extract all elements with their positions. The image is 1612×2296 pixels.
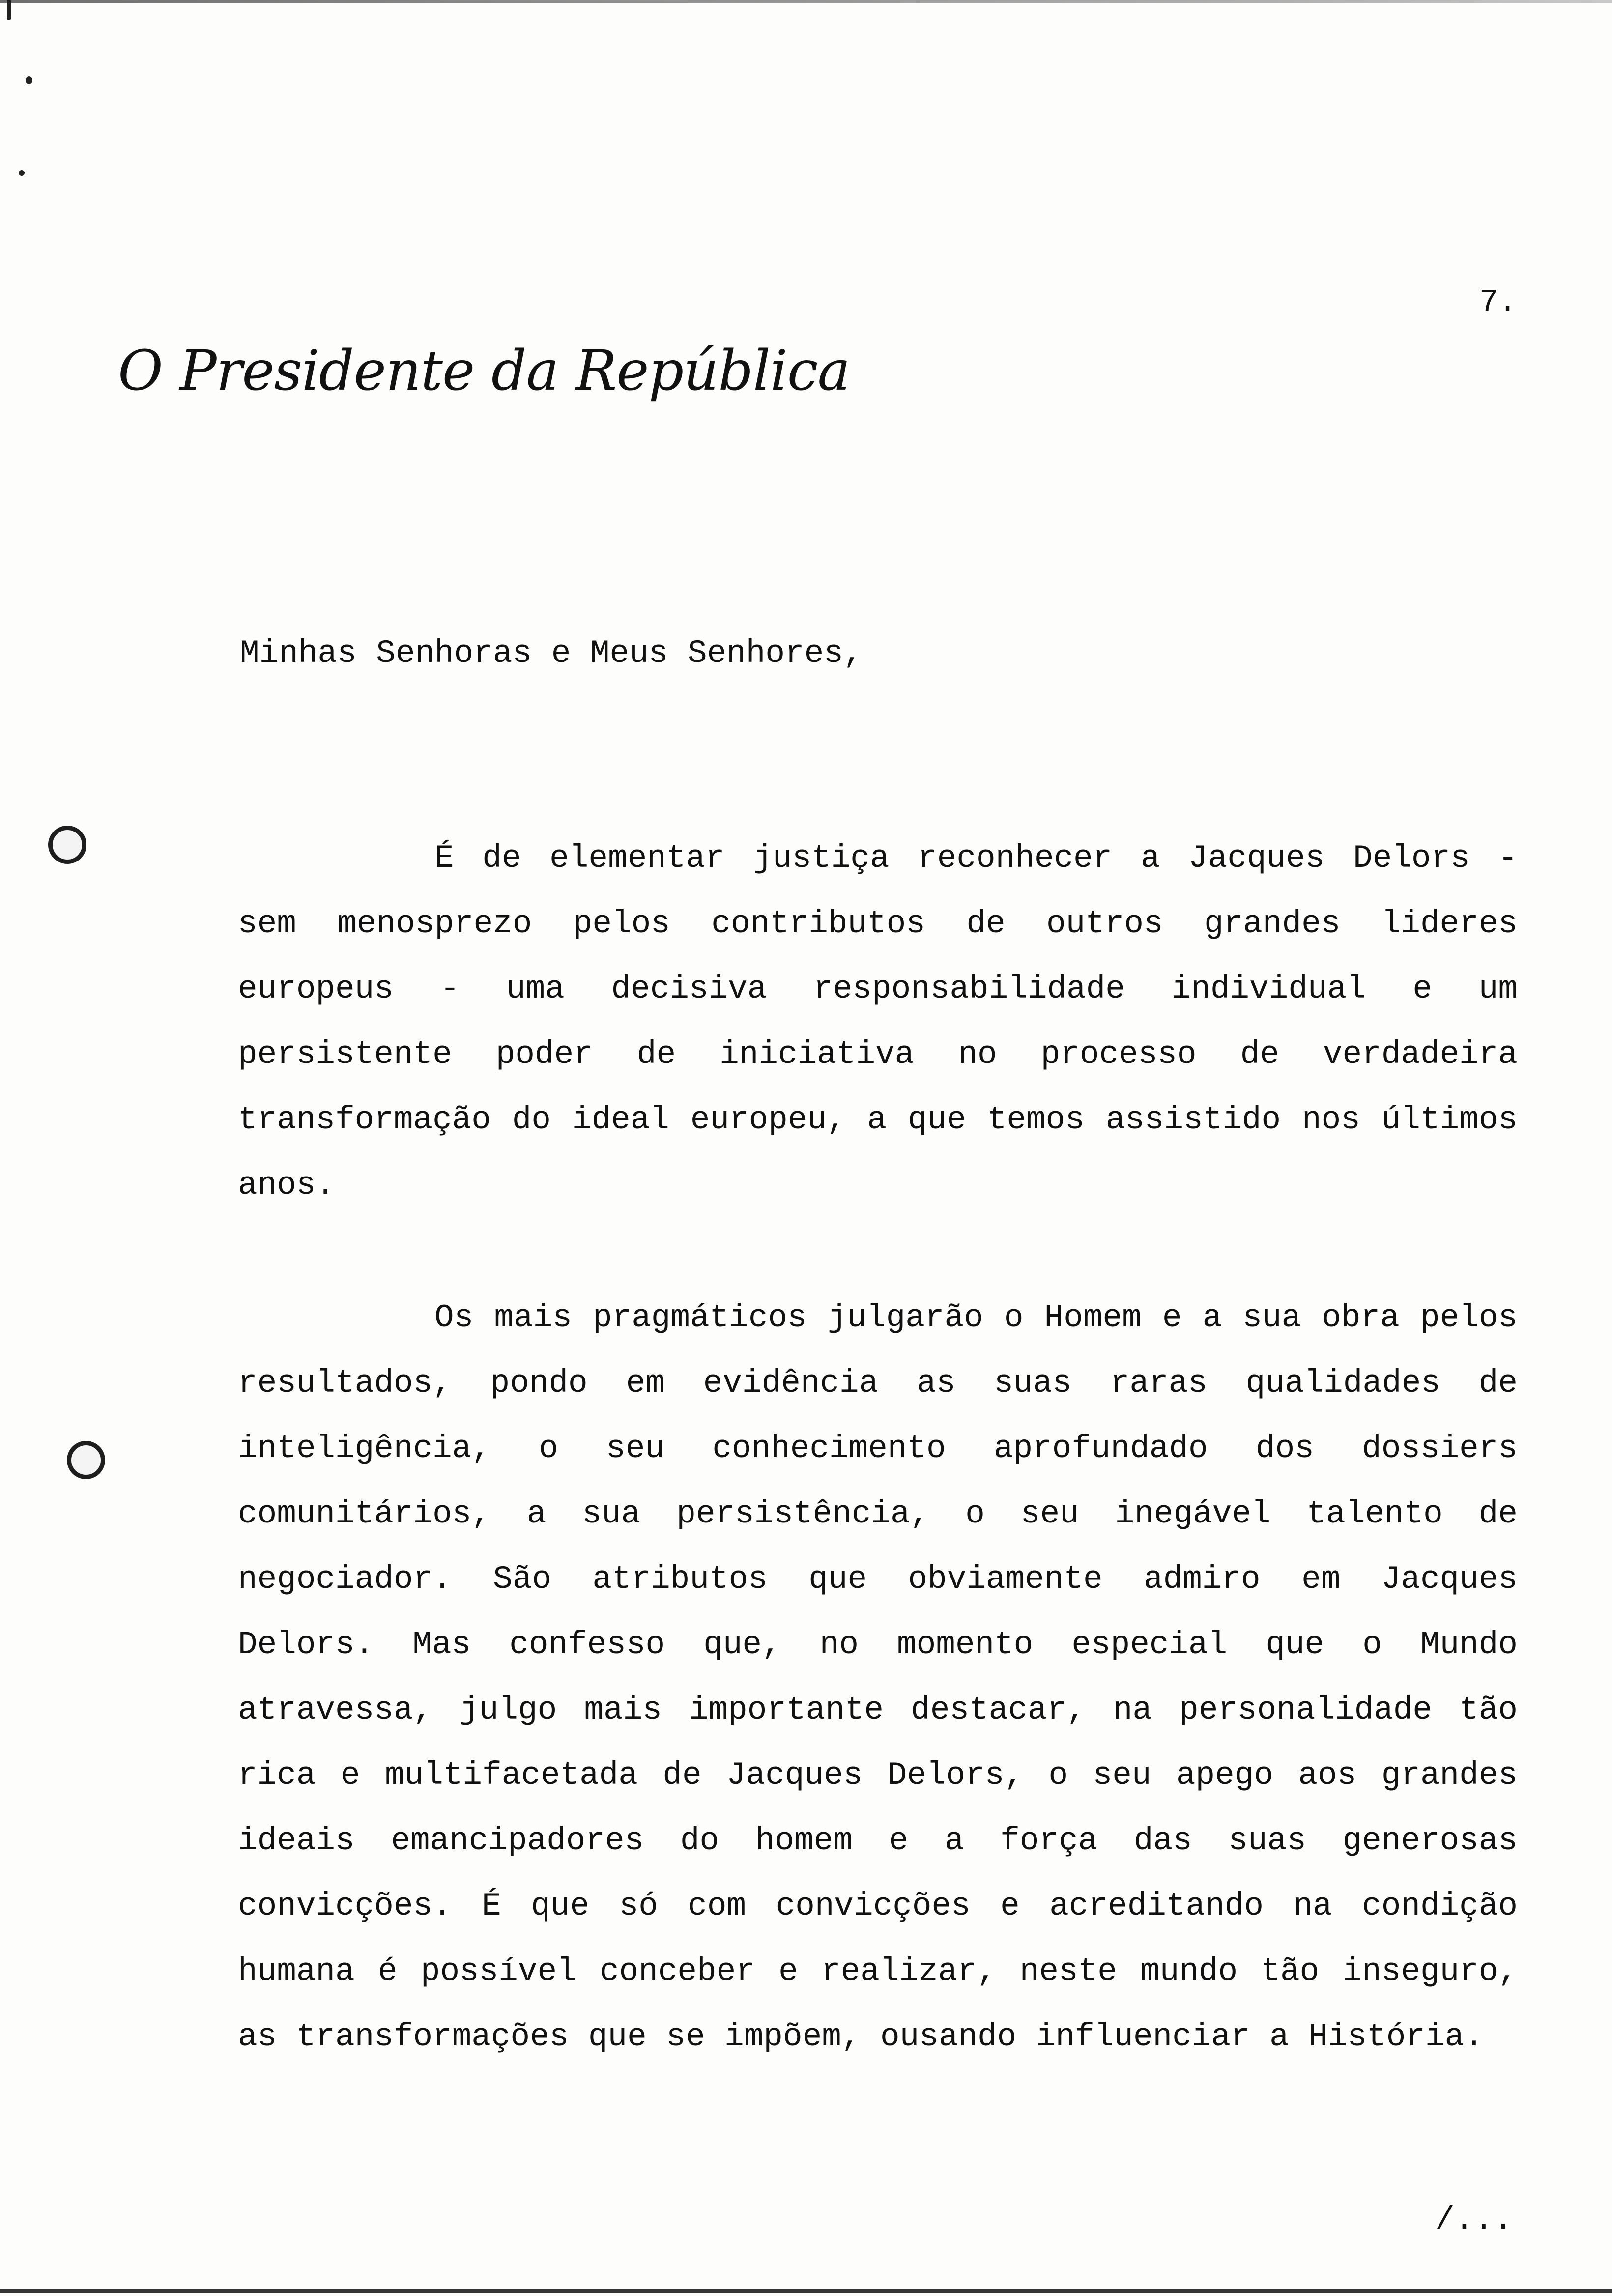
body-paragraph <box>238 826 1518 1218</box>
salutation: Minhas Senhoras e Meus Senhores, <box>240 635 863 672</box>
body-paragraph <box>238 1285 1518 2069</box>
scan-dot <box>26 76 32 84</box>
continuation-mark: /... <box>1435 2202 1513 2239</box>
paragraph-text: É de elementar justiça reconhecer a Jacques Delors - sem menosprezo pelos contributos de outros grandes lideres europeus - uma decisiva responsabilidade individual e um persistente poder de iniciativa no processo de verdadeira transformação do ideal europeu, a que temos assistido nos últimos anos. <box>238 840 1518 1204</box>
page-number: 7. <box>1479 285 1517 320</box>
scan-dot <box>19 170 25 176</box>
scan-mark <box>7 0 11 20</box>
punch-hole-bottom <box>67 1441 105 1479</box>
paragraph-text: Os mais pragmáticos julgarão o Homem e a sua obra pelos resultados, pondo em evidência as suas raras qualidades de inteligência, o seu conhecimento aprofundado dos dossiers comunitários, a sua persistência, o seu inegável talento de negociador. São atributos que obviamente admiro em Jacques Delors. Mas confesso que, no momento especial que o Mundo atravessa, julgo mais importante destacar, na personalidade tão rica e multifacetada de Jacques Delors, o seu apego aos grandes ideais emancipadores do homem e a força das suas generosas convicções. É que só com convicções e acreditando na condição humana é possível conceber e realizar, neste mundo tão inseguro, as transformações que se impõem, ousando influenciar a História. <box>238 1299 1518 2055</box>
bottom-edge-rule <box>0 2289 1612 2293</box>
punch-hole-top <box>48 826 86 864</box>
top-edge-rule <box>0 0 1612 3</box>
letterhead-title: O Presidente da República <box>118 339 850 403</box>
